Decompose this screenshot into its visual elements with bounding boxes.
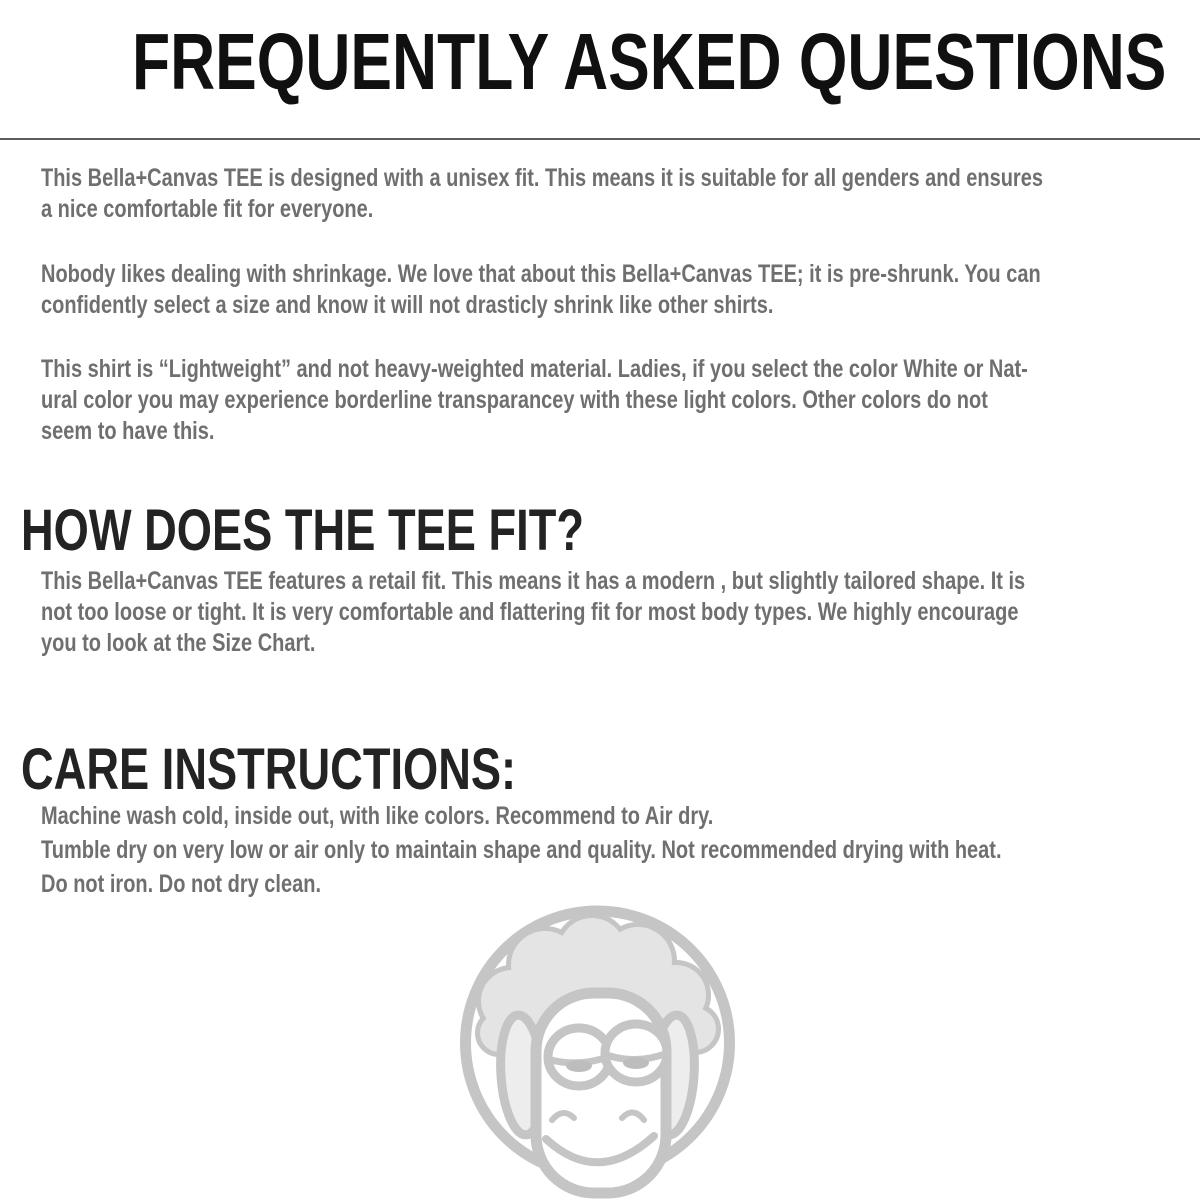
title-divider — [0, 138, 1200, 140]
page-title: FREQUENTLY ASKED QUESTIONS — [132, 17, 1167, 106]
text-line: you to look at the Size Chart. — [41, 629, 316, 657]
intro-paragraph-3 — [41, 354, 1200, 447]
text-line: This Bella+Canvas TEE is designed with a unisex fit. This means it is suitable for all genders and ensures — [41, 164, 1043, 192]
intro-paragraph-2 — [41, 259, 1200, 321]
text-line: Do not iron. Do not dry clean. — [41, 870, 321, 898]
text-line: a nice comfortable fit for everyone. — [41, 195, 374, 223]
text-line: ural color you may experience borderline transparancey with these light colors. Other colors do not — [41, 386, 988, 414]
text-line: Nobody likes dealing with shrinkage. We love that about this Bella+Canvas TEE; it is pre-shrunk. You can — [41, 260, 1041, 288]
text-line: not too loose or tight. It is very comfortable and flattering fit for most body types. We highly encourage — [41, 598, 1019, 626]
intro-paragraph-1 — [41, 163, 1200, 225]
fit-paragraph — [41, 566, 1200, 659]
fit-section-heading: HOW DOES THE TEE FIT? — [21, 498, 584, 563]
text-line: Tumble dry on very low or air only to maintain shape and quality. Not recommended drying with heat. — [41, 836, 1002, 864]
text-line: confidently select a size and know it will not drasticly shrink like other shirts. — [41, 291, 774, 319]
text-line: seem to have this. — [41, 417, 215, 445]
text-line: This Bella+Canvas TEE features a retail fit. This means it has a modern , but slightly tailored shape. It is — [41, 567, 1026, 595]
text-line: Machine wash cold, inside out, with like colors. Recommend to Air dry. — [41, 802, 714, 830]
sheep-logo — [452, 903, 744, 1200]
care-paragraph — [41, 799, 1200, 901]
text-line: This shirt is “Lightweight” and not heavy-weighted material. Ladies, if you select the color White or Nat- — [41, 355, 1028, 383]
care-section-heading: CARE INSTRUCTIONS: — [21, 737, 517, 802]
